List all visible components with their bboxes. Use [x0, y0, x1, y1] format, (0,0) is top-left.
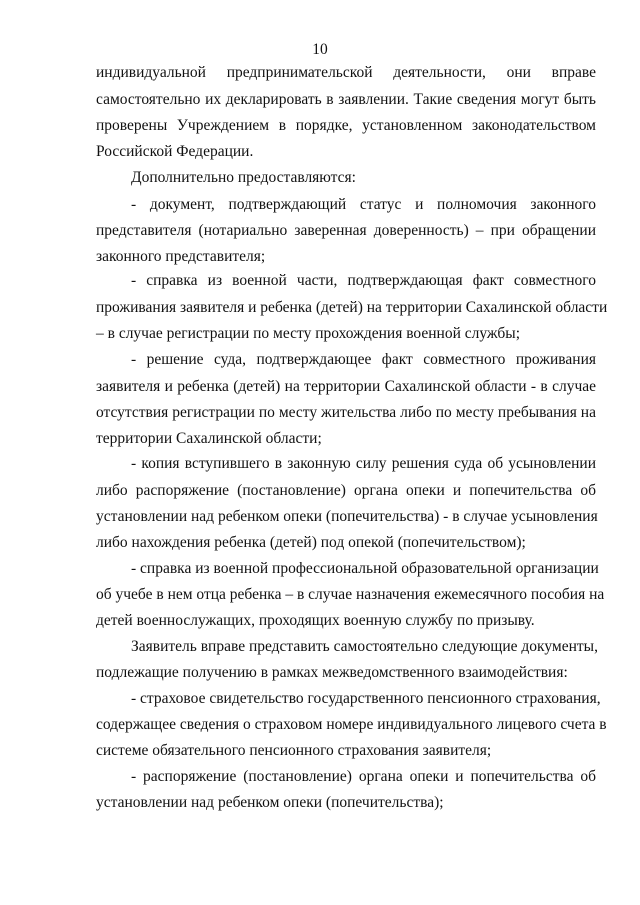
- text-line: - копия вступившего в законную силу решения суда об усыновлении: [131, 455, 596, 472]
- page-number: 10: [312, 41, 328, 58]
- text-line: - страховое свидетельство государственного пенсионного страхования,: [131, 690, 601, 707]
- text-line: детей военнослужащих, проходящих военную службу по призыву.: [96, 612, 535, 629]
- text-line: Российской Федерации.: [96, 143, 254, 160]
- text-line: проживания заявителя и ребенка (детей) на территории Сахалинской области: [96, 299, 608, 316]
- text-line: установлении над ребенком опеки (попечительства);: [96, 794, 444, 811]
- text-line: отсутствия регистрации по месту жительства либо по месту пребывания на: [96, 404, 596, 421]
- text-line: – в случае регистрации по месту прохождения военной службы;: [96, 325, 521, 342]
- text-line: системе обязательного пенсионного страхования заявителя;: [96, 742, 492, 759]
- text-line: либо нахождения ребенка (детей) под опекой (попечительством);: [96, 534, 526, 551]
- text-line: Заявитель вправе представить самостоятельно следующие документы,: [131, 638, 598, 655]
- text-line: - распоряжение (постановление) органа опеки и попечительства об: [131, 768, 596, 785]
- text-line: Дополнительно предоставляются:: [131, 169, 356, 186]
- text-line: - справка из военной профессиональной образовательной организации: [131, 560, 599, 577]
- text-line: самостоятельно их декларировать в заявлении. Такие сведения могут быть: [96, 91, 596, 108]
- text-line: содержащее сведения о страховом номере индивидуального лицевого счета в: [96, 716, 607, 733]
- text-line: об учебе в нем отца ребенка – в случае назначения ежемесячного пособия на: [96, 586, 605, 603]
- text-line: проверены Учреждением в порядке, установленном законодательством: [96, 117, 596, 134]
- text-line: - документ, подтверждающий статус и полномочия законного: [131, 196, 596, 213]
- text-line: территории Сахалинской области;: [96, 430, 322, 447]
- text-line: индивидуальной предпринимательской деятельности, они вправе: [96, 64, 596, 81]
- text-line: либо распоряжение (постановление) органа опеки и попечительства об: [96, 482, 596, 499]
- text-line: - справка из военной части, подтверждающая факт совместного: [131, 272, 596, 289]
- text-line: законного представителя;: [96, 248, 266, 265]
- text-line: подлежащие получению в рамках межведомственного взаимодействия:: [96, 664, 568, 681]
- text-line: представителя (нотариально заверенная доверенность) – при обращении: [96, 222, 596, 239]
- text-line: - решение суда, подтверждающее факт совместного проживания: [131, 351, 596, 368]
- text-line: установлении над ребенком опеки (попечительства) - в случае усыновления: [96, 508, 598, 525]
- text-line: заявителя и ребенка (детей) на территории Сахалинской области - в случае: [96, 378, 596, 395]
